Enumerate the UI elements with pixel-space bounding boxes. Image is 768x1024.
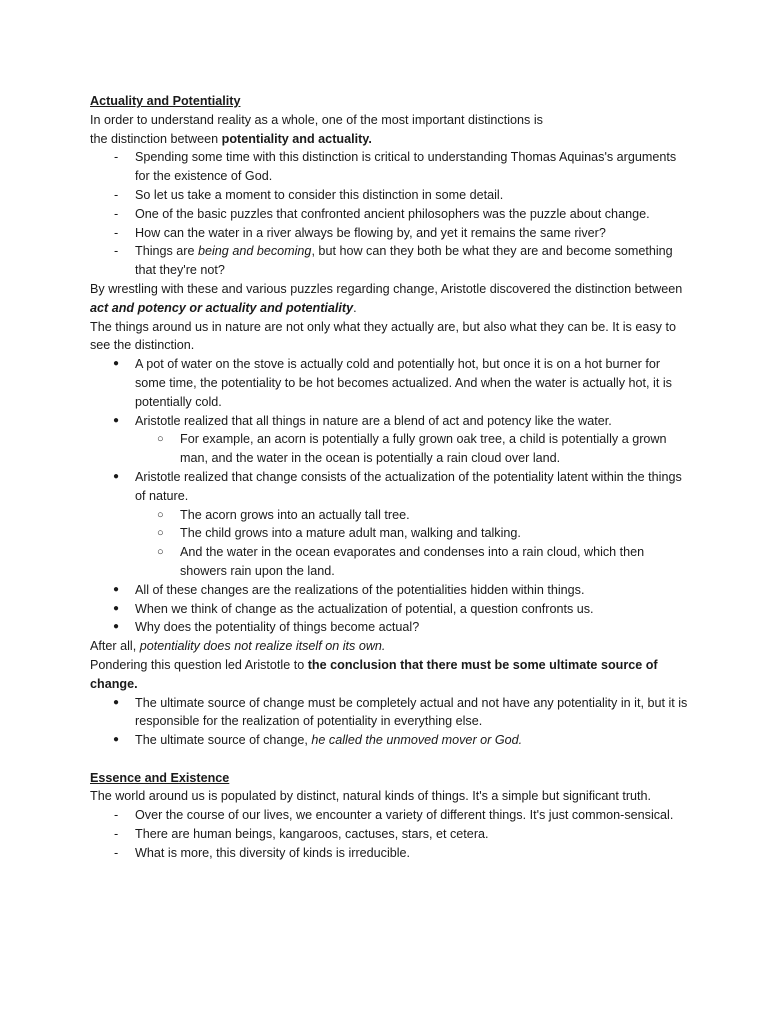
list-item (90, 581, 690, 600)
list-item (90, 825, 690, 844)
list-item (90, 618, 690, 637)
list-item (90, 844, 690, 863)
paragraph-world-around-us (90, 787, 690, 806)
intro-paragraph (90, 111, 690, 149)
list-item-text: Aristotle realized that all things in nature are a blend of act and potency like the water. (135, 413, 612, 428)
list-item-text: When we think of change as the actualization of potential, a question confronts us. (135, 601, 594, 616)
intro-bold-phrase: potentiality and actuality. (221, 131, 372, 146)
list-item-text: Why does the potentiality of things become actual? (135, 620, 420, 635)
list-item (90, 806, 690, 825)
section-heading-actuality: Actuality and Potentiality (90, 94, 241, 108)
bullet-list-realizations (90, 581, 690, 637)
paragraph-bold: the conclusion that there must be some ultimate source of change. (90, 657, 658, 691)
bullet-list-examples (90, 355, 690, 430)
list-item-text: The ultimate source of change, (135, 733, 312, 748)
section-heading-essence: Essence and Existence (90, 770, 230, 785)
paragraph-after-all (90, 637, 690, 656)
sub-list-item-text: The acorn grows into an actually tall tree. (180, 507, 410, 522)
list-item (90, 468, 690, 506)
paragraph-italic: potentiality does not realize itself on its own. (139, 639, 386, 654)
sub-list-actualization (90, 506, 690, 581)
list-item-text: How can the water in a river always be flowing by, and yet it remains the same river? (135, 225, 606, 240)
dash-list-essence (90, 806, 690, 862)
bullet-list-ultimate-source (90, 694, 690, 750)
sub-list-item (90, 430, 690, 468)
sub-list-item-text: And the water in the ocean evaporates and condenses into a rain cloud, which then showers rain upon the land. (180, 545, 645, 578)
list-item (90, 186, 690, 205)
paragraph-text: After all, (90, 639, 140, 654)
list-item-italic: he called the unmoved mover or God. (311, 733, 523, 748)
intro-text-line1: In order to understand reality as a whole, one of the most important distinctions is (90, 112, 543, 127)
sub-list-item-text: For example, an acorn is potentially a fully grown oak tree, a child is potentially a grown man, and the water in the ocean is potentially a rain cloud over land. (180, 432, 667, 466)
paragraph-text: . (353, 300, 357, 315)
paragraph-pondering (90, 656, 690, 694)
list-item-text: Over the course of our lives, we encounter a variety of different things. It's just common-sensical. (135, 808, 674, 823)
list-item-text: All of these changes are the realizations of the potentialities hidden within things. (135, 582, 585, 597)
list-item-text: There are human beings, kangaroos, cactuses, stars, et cetera. (135, 827, 489, 842)
list-item (90, 224, 690, 243)
list-item (90, 731, 690, 750)
bullet-list-change (90, 468, 690, 506)
sub-list-blend (90, 430, 690, 468)
paragraph-text: The world around us is populated by distinct, natural kinds of things. It's a simple but significant truth. (90, 789, 652, 804)
sub-list-item (90, 506, 690, 525)
sub-list-item (90, 524, 690, 543)
list-item (90, 412, 690, 431)
paragraph-things-around-us (90, 318, 690, 356)
list-item-text: What is more, this diversity of kinds is irreducible. (135, 845, 411, 860)
list-item-text: So let us take a moment to consider this distinction in some detail. (135, 187, 504, 202)
list-item (90, 148, 690, 186)
sub-list-item (90, 543, 690, 581)
list-item (90, 242, 690, 280)
list-item (90, 205, 690, 224)
section-spacer (90, 750, 690, 769)
paragraph-text: The things around us in nature are not only what they actually are, but also what they can be. It is easy to see the distinction. (90, 319, 676, 353)
list-item-italic: being and becoming (198, 244, 312, 259)
list-item-text: One of the basic puzzles that confronted ancient philosophers was the puzzle about change. (135, 206, 650, 221)
list-item (90, 600, 690, 619)
paragraph-text: Pondering this question led Aristotle to (90, 657, 308, 672)
paragraph-text: By wrestling with these and various puzzles regarding change, Aristotle discovered the distinction between (90, 281, 683, 296)
dash-list-intro (90, 148, 690, 280)
list-item (90, 355, 690, 411)
paragraph-aristotle-distinction (90, 280, 690, 318)
list-item-text: Spending some time with this distinction is critical to understanding Thomas Aquinas's arguments for the existence of God. (135, 150, 677, 184)
list-item-text: Aristotle realized that change consists of the actualization of the potentiality latent within the things of nature. (135, 469, 682, 503)
list-item-text: Things are (135, 244, 198, 259)
list-item (90, 694, 690, 732)
document-page (90, 92, 690, 863)
intro-text-line2: the distinction between (90, 131, 222, 146)
paragraph-bold-italic: act and potency or actuality and potentiality (90, 300, 354, 315)
list-item-text: A pot of water on the stove is actually cold and potentially hot, but once it is on a hot burner for some time, the potentiality to be hot becomes actualized. And when the water is actually hot, it is potentially cold. (135, 357, 672, 409)
sub-list-item-text: The child grows into a mature adult man, walking and talking. (180, 526, 521, 541)
list-item-text: The ultimate source of change must be completely actual and not have any potentiality in it, but it is responsible for the realization of potentiality in everything else. (135, 695, 688, 729)
list-item-text: , but how can they both be what they are and become something that they're not? (135, 244, 673, 278)
